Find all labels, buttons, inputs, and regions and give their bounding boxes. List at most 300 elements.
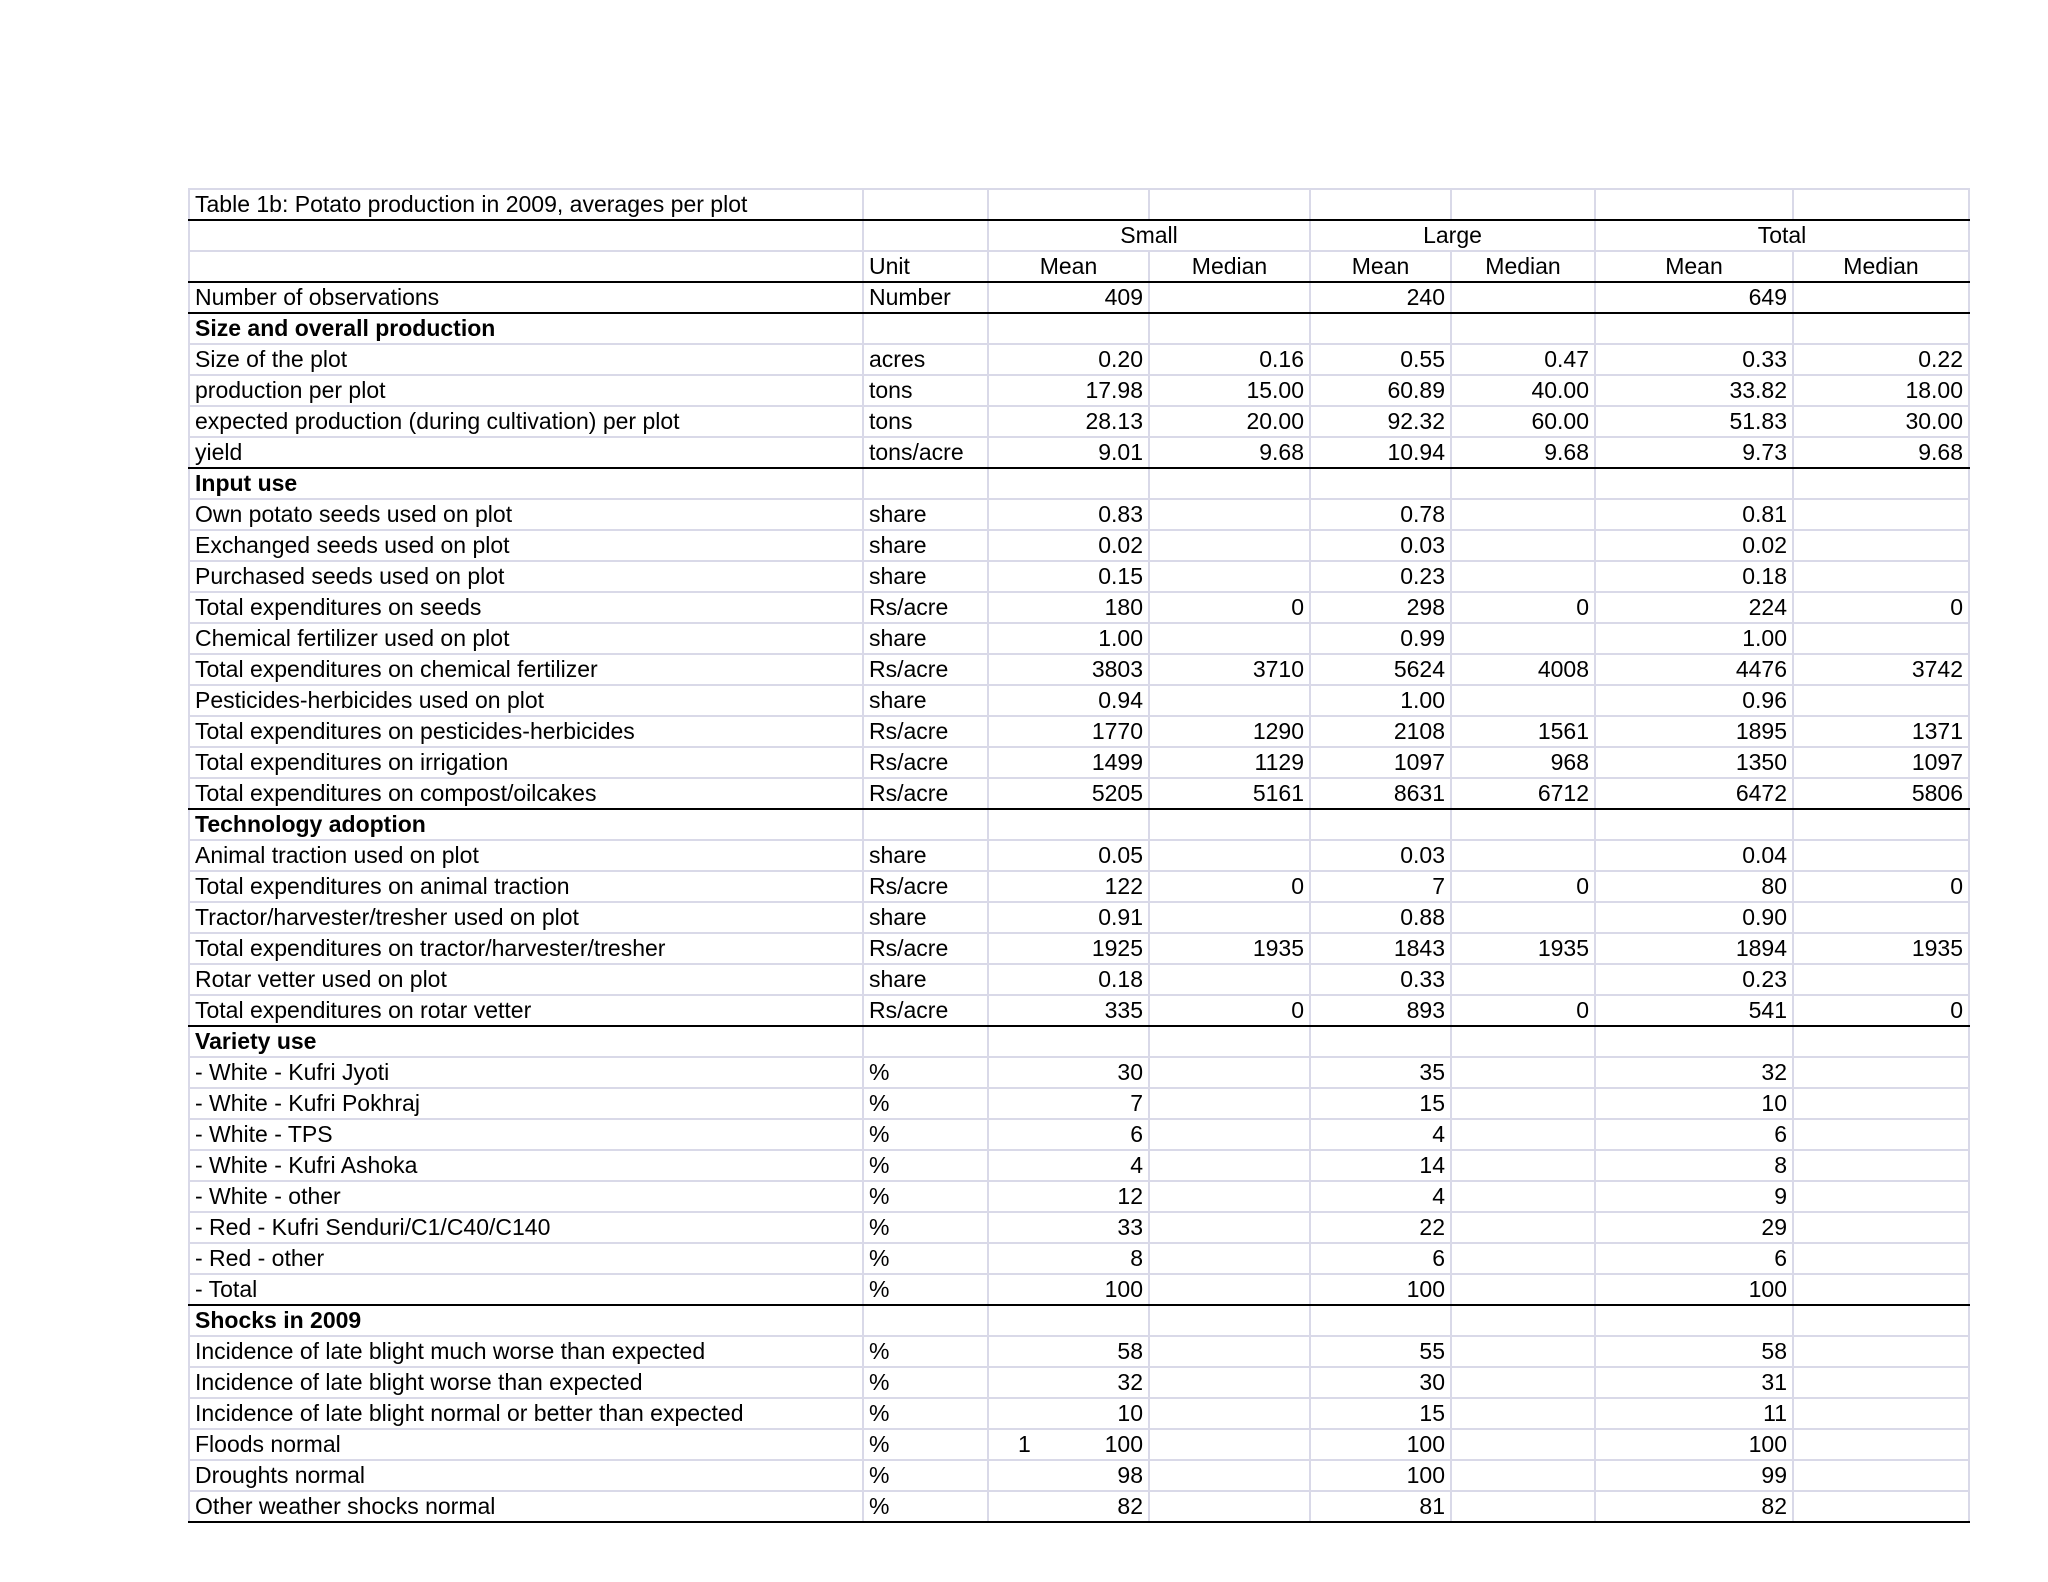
cell-value: 60.00	[1451, 406, 1595, 437]
row-unit: share	[863, 561, 988, 592]
cell-value: 28.13	[988, 406, 1149, 437]
cell-value	[1451, 1367, 1595, 1398]
row-label: Chemical fertilizer used on plot	[189, 623, 863, 654]
cell-value: 30	[1310, 1367, 1451, 1398]
row-label: Incidence of late blight much worse than expected	[189, 1336, 863, 1367]
cell-value: 8	[988, 1243, 1149, 1274]
table-row	[189, 375, 1969, 406]
cell-value	[1149, 1026, 1310, 1057]
cell-value	[1451, 313, 1595, 344]
table-row	[189, 1088, 1969, 1119]
cell-value: 1935	[1149, 933, 1310, 964]
row-unit: Number	[863, 282, 988, 313]
table-row	[189, 499, 1969, 530]
cell-value: 8631	[1310, 778, 1451, 809]
cell-value: 0.04	[1595, 840, 1793, 871]
row-unit: %	[863, 1212, 988, 1243]
cell-value: 1097	[1310, 747, 1451, 778]
cell-value	[1793, 1057, 1969, 1088]
cell-value: 0.22	[1793, 344, 1969, 375]
cell-value: 0.33	[1310, 964, 1451, 995]
subheader-total-mean: Mean	[1595, 251, 1793, 282]
cell-value	[1451, 530, 1595, 561]
cell-value	[1793, 809, 1969, 840]
row-label: - White - TPS	[189, 1119, 863, 1150]
table-row	[189, 1212, 1969, 1243]
cell-value: 11	[1595, 1398, 1793, 1429]
row-unit: share	[863, 902, 988, 933]
cell-value: 12	[988, 1181, 1149, 1212]
cell-value: 6	[1595, 1119, 1793, 1150]
cell-value	[1793, 1026, 1969, 1057]
cell-value: 9.68	[1793, 437, 1969, 468]
table-row	[189, 1243, 1969, 1274]
section-header-row	[189, 313, 1969, 344]
row-label: Own potato seeds used on plot	[189, 499, 863, 530]
cell-value	[988, 1026, 1149, 1057]
cell-value: 0.81	[1595, 499, 1793, 530]
cell-value: 58	[988, 1336, 1149, 1367]
cell-value: 0	[1793, 592, 1969, 623]
cell-value: 30.00	[1793, 406, 1969, 437]
cell-value: 58	[1595, 1336, 1793, 1367]
row-unit: share	[863, 530, 988, 561]
cell-value: 33.82	[1595, 375, 1793, 406]
row-unit: tons	[863, 406, 988, 437]
row-label: Incidence of late blight normal or better than expected	[189, 1398, 863, 1429]
cell-value: 4476	[1595, 654, 1793, 685]
row-label: - White - Kufri Ashoka	[189, 1150, 863, 1181]
table-title: Table 1b: Potato production in 2009, averages per plot	[189, 189, 863, 220]
cell-value	[1149, 902, 1310, 933]
cell-value: 7	[1310, 871, 1451, 902]
row-unit: %	[863, 1181, 988, 1212]
cell-value	[1149, 1398, 1310, 1429]
row-unit: share	[863, 685, 988, 716]
subheader-large-median: Median	[1451, 251, 1595, 282]
cell-value	[1793, 1367, 1969, 1398]
cell-value: 17.98	[988, 375, 1149, 406]
cell-value	[1793, 1336, 1969, 1367]
row-unit: Rs/acre	[863, 778, 988, 809]
group-header-large: Large	[1310, 220, 1595, 251]
cell-value	[1595, 1026, 1793, 1057]
row-unit	[863, 1026, 988, 1057]
row-unit: Rs/acre	[863, 654, 988, 685]
table-row	[189, 1398, 1969, 1429]
cell-value	[1595, 313, 1793, 344]
cell-value: 5624	[1310, 654, 1451, 685]
table-row	[189, 995, 1969, 1026]
row-unit: %	[863, 1460, 988, 1491]
row-unit: share	[863, 840, 988, 871]
cell-value	[1451, 809, 1595, 840]
cell-value: 0.47	[1451, 344, 1595, 375]
group-header-small: Small	[988, 220, 1310, 251]
cell-value: 9	[1595, 1181, 1793, 1212]
cell-value	[1793, 623, 1969, 654]
cell-value	[1451, 1491, 1595, 1522]
cell-value: 0	[1149, 592, 1310, 623]
cell-value	[1793, 1274, 1969, 1305]
cell-value: 0	[1793, 871, 1969, 902]
section-title: Size and overall production	[189, 313, 863, 344]
cell-value: 6712	[1451, 778, 1595, 809]
cell-value	[1149, 499, 1310, 530]
cell-value	[1451, 1119, 1595, 1150]
cell-value: 1935	[1451, 933, 1595, 964]
row-label: Purchased seeds used on plot	[189, 561, 863, 592]
cell-value	[1793, 313, 1969, 344]
section-title: Variety use	[189, 1026, 863, 1057]
cell-value	[1451, 685, 1595, 716]
cell-value: 6	[1310, 1243, 1451, 1274]
row-label: Pesticides-herbicides used on plot	[189, 685, 863, 716]
cell-value	[1451, 623, 1595, 654]
section-title: Technology adoption	[189, 809, 863, 840]
cell-value: 1935	[1793, 933, 1969, 964]
cell-value	[1149, 1336, 1310, 1367]
cell-value: 0	[1793, 995, 1969, 1026]
table-row	[189, 592, 1969, 623]
cell-value	[1793, 530, 1969, 561]
cell-value	[1451, 1150, 1595, 1181]
cell-value	[1310, 313, 1451, 344]
cell-value: 1925	[988, 933, 1149, 964]
cell-value: 649	[1595, 282, 1793, 313]
cell-value	[1451, 561, 1595, 592]
cell-value: 0	[1451, 871, 1595, 902]
row-unit: tons	[863, 375, 988, 406]
cell-value: 224	[1595, 592, 1793, 623]
table-row	[189, 1181, 1969, 1212]
cell-value: 3803	[988, 654, 1149, 685]
cell-value	[1793, 1491, 1969, 1522]
cell-value: 10.94	[1310, 437, 1451, 468]
cell-value: 1770	[988, 716, 1149, 747]
row-unit: %	[863, 1367, 988, 1398]
row-label: Incidence of late blight worse than expected	[189, 1367, 863, 1398]
row-label: - White - Kufri Jyoti	[189, 1057, 863, 1088]
cell-value	[1149, 313, 1310, 344]
cell-value: 82	[1595, 1491, 1793, 1522]
row-label: Total expenditures on tractor/harvester/tresher	[189, 933, 863, 964]
cell-value: 1290	[1149, 716, 1310, 747]
section-title: Shocks in 2009	[189, 1305, 863, 1336]
row-label: - Red - Kufri Senduri/C1/C40/C140	[189, 1212, 863, 1243]
row-unit: %	[863, 1336, 988, 1367]
row-unit: Rs/acre	[863, 592, 988, 623]
cell-value: 0.83	[988, 499, 1149, 530]
cell-value: 0.02	[988, 530, 1149, 561]
cell-value: 18.00	[1793, 375, 1969, 406]
cell-value	[1149, 840, 1310, 871]
row-label: - White - other	[189, 1181, 863, 1212]
cell-value	[1149, 623, 1310, 654]
section-header-row	[189, 809, 1969, 840]
cell-value: 409	[988, 282, 1149, 313]
row-unit: %	[863, 1243, 988, 1274]
cell-value: 7	[988, 1088, 1149, 1119]
row-label: Rotar vetter used on plot	[189, 964, 863, 995]
row-label: production per plot	[189, 375, 863, 406]
row-label: Number of observations	[189, 282, 863, 313]
cell-value: 10	[1595, 1088, 1793, 1119]
cell-value: 1.00	[1310, 685, 1451, 716]
cell-value	[1451, 1026, 1595, 1057]
cell-value: 4	[1310, 1119, 1451, 1150]
row-unit	[863, 468, 988, 499]
row-unit: %	[863, 1491, 988, 1522]
subheader-large-mean: Mean	[1310, 251, 1451, 282]
cell-value	[1149, 1429, 1310, 1460]
cell-value: 3742	[1793, 654, 1969, 685]
row-unit	[863, 313, 988, 344]
cell-value	[1793, 499, 1969, 530]
cell-value	[1451, 1057, 1595, 1088]
table-row	[189, 1460, 1969, 1491]
cell-value: 31	[1595, 1367, 1793, 1398]
cell-value: 98	[988, 1460, 1149, 1491]
table-row	[189, 623, 1969, 654]
row-unit: %	[863, 1119, 988, 1150]
row-label: expected production (during cultivation) per plot	[189, 406, 863, 437]
cell-value: 122	[988, 871, 1149, 902]
cell-value	[1793, 282, 1969, 313]
row-label: Total expenditures on animal traction	[189, 871, 863, 902]
cell-value	[1793, 1088, 1969, 1119]
cell-value	[1310, 468, 1451, 499]
table-row	[189, 778, 1969, 809]
cell-value	[988, 313, 1149, 344]
cell-value	[1451, 1181, 1595, 1212]
cell-value	[1793, 1305, 1969, 1336]
cell-value: 15.00	[1149, 375, 1310, 406]
table-row	[189, 716, 1969, 747]
row-unit: tons/acre	[863, 437, 988, 468]
cell-value: 0.91	[988, 902, 1149, 933]
row-unit: Rs/acre	[863, 871, 988, 902]
row-label: - White - Kufri Pokhraj	[189, 1088, 863, 1119]
cell-value	[1149, 1367, 1310, 1398]
cell-value: 5806	[1793, 778, 1969, 809]
row-label: Total expenditures on rotar vetter	[189, 995, 863, 1026]
cell-value: 1843	[1310, 933, 1451, 964]
cell-value	[1793, 902, 1969, 933]
cell-value	[1149, 1150, 1310, 1181]
cell-value: 0.16	[1149, 344, 1310, 375]
cell-value	[1149, 1057, 1310, 1088]
cell-value: 99	[1595, 1460, 1793, 1491]
cell-value: 4	[1310, 1181, 1451, 1212]
cell-value	[1793, 561, 1969, 592]
row-unit: %	[863, 1150, 988, 1181]
row-label: Other weather shocks normal	[189, 1491, 863, 1522]
cell-value	[1451, 499, 1595, 530]
cell-value	[1310, 809, 1451, 840]
table-row	[189, 282, 1969, 313]
cell-value: 0.18	[988, 964, 1149, 995]
cell-value: 6	[1595, 1243, 1793, 1274]
title-row	[189, 189, 1969, 220]
table-row	[189, 437, 1969, 468]
cell-value: 9.01	[988, 437, 1149, 468]
cell-value: 100	[1595, 1274, 1793, 1305]
cell-value: 9.68	[1451, 437, 1595, 468]
cell-value	[1149, 1088, 1310, 1119]
cell-value: 81	[1310, 1491, 1451, 1522]
cell-value: 0.94	[988, 685, 1149, 716]
cell-value: 0.18	[1595, 561, 1793, 592]
cell-value: 0.20	[988, 344, 1149, 375]
cell-value: 541	[1595, 995, 1793, 1026]
table-row	[189, 1274, 1969, 1305]
table-row	[189, 1150, 1969, 1181]
subheader-row	[189, 251, 1969, 282]
row-label: Size of the plot	[189, 344, 863, 375]
cell-value	[1793, 1460, 1969, 1491]
cell-value: 2108	[1310, 716, 1451, 747]
row-unit: Rs/acre	[863, 747, 988, 778]
table-row	[189, 1491, 1969, 1522]
cell-value	[1793, 1398, 1969, 1429]
cell-value	[1595, 809, 1793, 840]
cell-value	[1149, 1274, 1310, 1305]
table-row	[189, 840, 1969, 871]
cell-value: 3710	[1149, 654, 1310, 685]
cell-value: 0.88	[1310, 902, 1451, 933]
table-row	[189, 747, 1969, 778]
cell-value: 0.02	[1595, 530, 1793, 561]
cell-value: 40.00	[1451, 375, 1595, 406]
cell-value: 0	[1451, 995, 1595, 1026]
cell-value	[1149, 964, 1310, 995]
cell-value: 0	[1149, 995, 1310, 1026]
cell-value: 0.78	[1310, 499, 1451, 530]
cell-value: 0	[1149, 871, 1310, 902]
cell-value: 33	[988, 1212, 1149, 1243]
table-row	[189, 1119, 1969, 1150]
row-label: Exchanged seeds used on plot	[189, 530, 863, 561]
cell-value	[1793, 1150, 1969, 1181]
cell-value	[1595, 1305, 1793, 1336]
cell-value	[988, 468, 1149, 499]
cell-value	[1149, 1491, 1310, 1522]
cell-value	[1793, 964, 1969, 995]
row-label: Tractor/harvester/tresher used on plot	[189, 902, 863, 933]
cell-value	[1149, 1460, 1310, 1491]
cell-value	[1451, 1398, 1595, 1429]
table-row	[189, 685, 1969, 716]
row-label: Floods normal	[189, 1429, 863, 1460]
cell-value: 0	[1451, 592, 1595, 623]
data-table	[188, 188, 1970, 1523]
row-unit	[863, 809, 988, 840]
cell-value	[1451, 840, 1595, 871]
cell-value: 100	[1595, 1429, 1793, 1460]
row-unit: %	[863, 1274, 988, 1305]
row-label: - Red - other	[189, 1243, 863, 1274]
cell-value	[1793, 1181, 1969, 1212]
cell-value: 100	[988, 1429, 1149, 1460]
cell-value	[988, 809, 1149, 840]
row-label: Total expenditures on irrigation	[189, 747, 863, 778]
cell-value: 1350	[1595, 747, 1793, 778]
cell-value: 60.89	[1310, 375, 1451, 406]
cell-value: 0.90	[1595, 902, 1793, 933]
cell-value	[1149, 809, 1310, 840]
cell-value: 15	[1310, 1088, 1451, 1119]
cell-value: 893	[1310, 995, 1451, 1026]
group-header-total: Total	[1595, 220, 1969, 251]
row-unit: acres	[863, 344, 988, 375]
cell-value: 9.73	[1595, 437, 1793, 468]
cell-value: 1.00	[988, 623, 1149, 654]
cell-value: 30	[988, 1057, 1149, 1088]
section-header-row	[189, 1026, 1969, 1057]
subheader-unit: Unit	[863, 251, 988, 282]
cell-value: 0.05	[988, 840, 1149, 871]
cell-value: 0.23	[1595, 964, 1793, 995]
cell-value: 51.83	[1595, 406, 1793, 437]
cell-value: 4008	[1451, 654, 1595, 685]
cell-value	[1451, 1429, 1595, 1460]
row-unit: %	[863, 1429, 988, 1460]
cell-value: 32	[988, 1367, 1149, 1398]
table-row	[189, 344, 1969, 375]
cell-value: 14	[1310, 1150, 1451, 1181]
cell-value: 9.68	[1149, 437, 1310, 468]
cell-value: 100	[1310, 1274, 1451, 1305]
section-header-row	[189, 1305, 1969, 1336]
cell-value	[1451, 1305, 1595, 1336]
cell-value	[1310, 1305, 1451, 1336]
cell-value: 29	[1595, 1212, 1793, 1243]
row-label: Animal traction used on plot	[189, 840, 863, 871]
cell-value: 240	[1310, 282, 1451, 313]
cell-value	[1149, 1305, 1310, 1336]
cell-value: 32	[1595, 1057, 1793, 1088]
cell-value: 0.99	[1310, 623, 1451, 654]
cell-value: 1561	[1451, 716, 1595, 747]
cell-value	[1793, 1212, 1969, 1243]
cell-value: 20.00	[1149, 406, 1310, 437]
cell-value: 1894	[1595, 933, 1793, 964]
row-label: Total expenditures on compost/oilcakes	[189, 778, 863, 809]
cell-value	[1451, 1243, 1595, 1274]
cell-value: 6472	[1595, 778, 1793, 809]
table-row	[189, 654, 1969, 685]
cell-value: 1097	[1793, 747, 1969, 778]
table-row	[189, 530, 1969, 561]
cell-value	[1149, 561, 1310, 592]
cell-value	[1149, 468, 1310, 499]
cell-value	[1451, 468, 1595, 499]
cell-value	[1451, 1088, 1595, 1119]
cell-value	[1149, 282, 1310, 313]
row-unit: Rs/acre	[863, 933, 988, 964]
cell-value	[1149, 1181, 1310, 1212]
cell-value: 92.32	[1310, 406, 1451, 437]
table-row	[189, 1336, 1969, 1367]
table-row	[189, 902, 1969, 933]
row-unit	[863, 1305, 988, 1336]
cell-value: 100	[1310, 1429, 1451, 1460]
cell-value: 55	[1310, 1336, 1451, 1367]
cell-value: 1129	[1149, 747, 1310, 778]
table-row	[189, 871, 1969, 902]
cell-value	[1310, 1026, 1451, 1057]
